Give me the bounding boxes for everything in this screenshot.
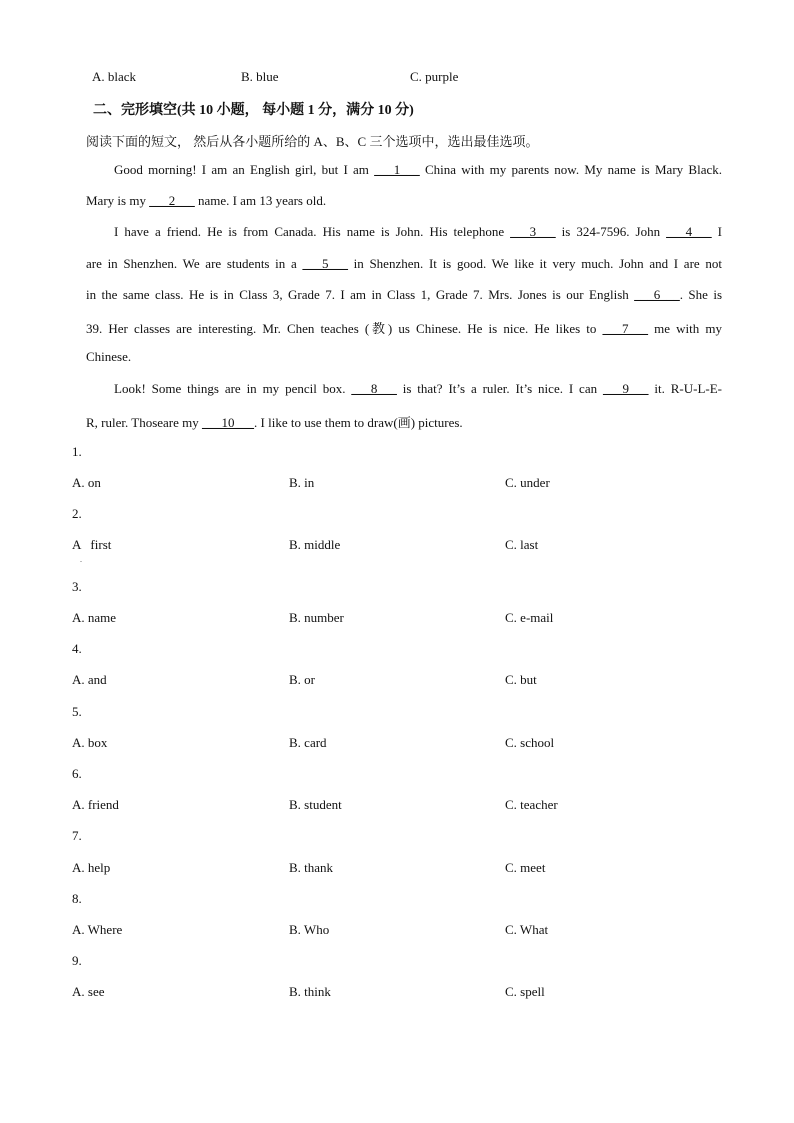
passage-line: Good morning! I am an English girl, but I am ___1___ China with my parents now. My name is Mary Black.	[114, 162, 722, 177]
option-c: C. meet	[505, 860, 546, 875]
passage-line: are in Shenzhen. We are students in a ___5___ in Shenzhen. It is good. We like it very much. John and I are not	[86, 256, 722, 271]
question-number: 1.	[72, 444, 82, 459]
option-b: B. think	[289, 984, 331, 999]
question-number: 8.	[72, 891, 82, 906]
option-c: C. last	[505, 537, 539, 552]
blank-2: ___2___	[149, 193, 195, 208]
option-b: B. in	[289, 475, 315, 490]
option-a: A. name	[72, 610, 117, 625]
option-b: B. blue	[241, 69, 279, 84]
passage-line: Mary is my ___2___ name. I am 13 years old.	[86, 193, 327, 208]
question-number: 2.	[72, 506, 82, 521]
blank-4: ___4___	[666, 224, 712, 239]
blank-6: ___6___	[634, 287, 680, 302]
question-number: 4.	[72, 641, 82, 656]
option-b: B. or	[289, 672, 315, 687]
section-title: 二、完形填空(共 10 小题， 每小题 1 分，满分 10 分)	[93, 103, 414, 118]
option-a: A. friend	[72, 797, 119, 812]
passage-line: 39. Her classes are interesting. Mr. Chen teaches (教) us Chinese. He is nice. He likes to ___7___ me with my	[86, 321, 722, 336]
section-instruction: 阅读下面的短文， 然后从各小题所给的 A、B、C 三个选项中，选出最佳选项。	[86, 134, 539, 149]
question-number: 5.	[72, 704, 82, 719]
option-c: C. spell	[505, 984, 545, 999]
passage-line: I have a friend. He is from Canada. His name is John. His telephone ___3___ is 324-7596. John ___4___ I	[114, 224, 722, 239]
passage-line: Chinese.	[86, 349, 132, 364]
option-c: C. e-mail	[505, 610, 554, 625]
stray-dot: .	[80, 555, 82, 564]
option-b: B. Who	[289, 922, 330, 937]
option-b: B. student	[289, 797, 342, 812]
question-number: 3.	[72, 579, 82, 594]
option-c: C. under	[505, 475, 550, 490]
option-a: A. Where	[72, 922, 123, 937]
option-b: B. card	[289, 735, 327, 750]
blank-1: ___1___	[374, 162, 420, 177]
option-b: B. middle	[289, 537, 341, 552]
option-a: A. box	[72, 735, 108, 750]
option-a: A. on	[72, 475, 101, 490]
option-b: B. number	[289, 610, 344, 625]
blank-9: ___9___	[602, 381, 649, 396]
blank-7: ___7___	[602, 321, 649, 336]
option-c: C. purple	[410, 69, 459, 84]
blank-3: ___3___	[510, 224, 556, 239]
blank-10: ___10___	[202, 415, 255, 430]
passage-line: R, ruler. Thoseare my ___10___. I like to use them to draw(画) pictures.	[86, 415, 463, 430]
option-a: A first	[72, 537, 112, 552]
passage-line: in the same class. He is in Class 3, Grade 7. I am in Class 1, Grade 7. Mrs. Jones is our English ___6___. She is	[86, 287, 722, 302]
question-number: 7.	[72, 828, 82, 843]
option-a: A. see	[72, 984, 105, 999]
option-c: C. school	[505, 735, 555, 750]
blank-5: ___5___	[302, 256, 348, 271]
option-a: A. help	[72, 860, 111, 875]
blank-8: ___8___	[351, 381, 397, 396]
question-number: 6.	[72, 766, 82, 781]
option-a: A. black	[92, 69, 137, 84]
passage-line: Look! Some things are in my pencil box. ___8___ is that? It’s a ruler. It’s nice. I can ___9___ it. R-U-L-E-	[114, 381, 722, 396]
option-c: C. teacher	[505, 797, 558, 812]
option-a: A. and	[72, 672, 107, 687]
question-number: 9.	[72, 953, 82, 968]
option-b: B. thank	[289, 860, 334, 875]
option-c: C. but	[505, 672, 537, 687]
option-c: C. What	[505, 922, 549, 937]
